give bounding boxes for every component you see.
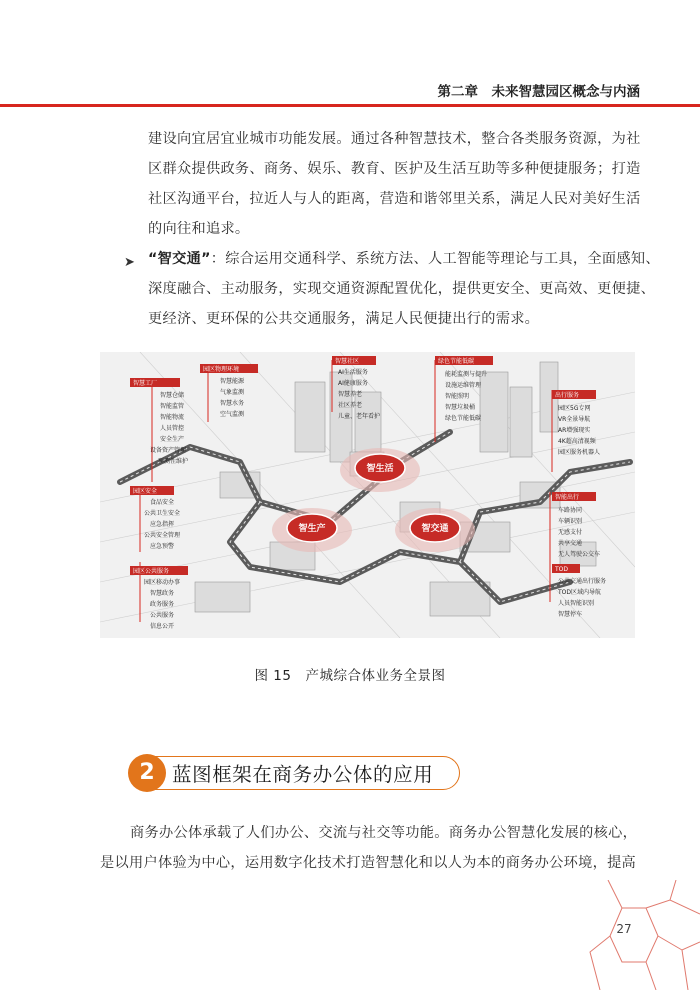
panel-title: 绿色节能低碳: [438, 358, 475, 365]
panel-item: AI健康服务: [338, 380, 368, 387]
panel-item: 人员智能识别: [558, 600, 595, 607]
panel-item: 智能物流: [160, 414, 185, 421]
paragraph-line: 区群众提供政务、商务、娱乐、教育、医护及生活互助等多种便捷服务；打造: [148, 161, 641, 177]
paragraph-3-line-1: 商务办公体承载了人们办公、交流与社交等功能。商务办公智慧化发展的核心，: [130, 825, 638, 841]
panel-item: 能耗监测与提升: [445, 371, 488, 378]
panel-item: 公共服务: [150, 612, 175, 619]
panel-item: VR全景导航: [558, 416, 591, 423]
panel-title: 园区物理环境: [203, 366, 240, 373]
panel-item: 应急预警: [150, 543, 175, 550]
panel-title: TOD: [555, 566, 569, 573]
panel-item: 园区服务机器人: [558, 449, 601, 456]
panel-item: 设备资产管理: [150, 447, 187, 454]
bullet-paragraph: [148, 244, 660, 334]
panel-item: 空气监测: [220, 411, 245, 418]
panel-item: 应急指挥: [150, 521, 175, 528]
paragraph-1: [148, 124, 641, 244]
panel-item: TOD区域内导航: [558, 589, 602, 596]
panel-item: 园区5G专网: [558, 405, 591, 412]
panel-title: 园区公共服务: [133, 568, 170, 575]
panel-item: 安全生产: [160, 436, 185, 443]
figure-caption: 图 15 产城综合体业务全景图: [254, 668, 446, 684]
paragraph-line: [148, 244, 660, 274]
panel-item: 食品安全: [150, 499, 175, 506]
panel-item: 气象监测: [220, 389, 245, 396]
page-number: 27: [616, 922, 632, 936]
panel-item: 公共安全管理: [144, 532, 181, 539]
hub-smart-production: 智生产: [298, 524, 326, 534]
panel-item: 公共交通出行服务: [558, 578, 607, 585]
paragraph-line: 深度融合、主动服务，实现交通资源配置优化，提供更安全、更高效、更便捷、: [148, 281, 656, 297]
chapter-header-title: 第二章 未来智慧园区概念与内涵: [437, 84, 640, 100]
panel-item: 无感支付: [558, 529, 583, 536]
panel-title: 智慧工厂: [133, 380, 158, 387]
panel-item: 车辆识别: [558, 518, 583, 525]
paragraph-line: 的向往和追求。: [148, 221, 250, 237]
paragraph-line: 更经济、更环保的公共交通服务，满足人民便捷出行的需求。: [148, 311, 540, 327]
panel-item: 政务服务: [150, 601, 175, 608]
panel-title: 园区安全: [133, 488, 158, 495]
panel-title: 出行服务: [555, 392, 580, 399]
panel-item: 智慧垃圾桶: [445, 404, 476, 411]
panel-item: 人员管控: [160, 425, 185, 432]
panel-item: 智慧水务: [220, 400, 245, 407]
header-rule: [0, 104, 700, 107]
panel-title: 智能出行: [555, 494, 580, 501]
panel-item: 儿童、老年看护: [338, 413, 381, 420]
panel-item: AR增强现实: [558, 427, 591, 434]
panel-title: 智慧社区: [335, 358, 360, 365]
panel-item: 共享交通: [558, 540, 583, 547]
panorama-illustration: [100, 352, 635, 638]
panel-item: 智慧政务: [150, 590, 175, 597]
panel-item: 无人驾驶公交车: [558, 551, 601, 558]
panel-item: 智慧停车: [558, 611, 583, 618]
bullet-lead-term: “智交通”: [148, 251, 211, 267]
figure-panorama: [100, 352, 635, 638]
panel-item: 社区养老: [338, 402, 363, 409]
paragraph-line: 社区沟通平台，拉近人与人的距离，营造和谐邻里关系，满足人民对美好生活: [148, 191, 641, 207]
panel-item: 公共卫生安全: [144, 510, 181, 517]
section-number-badge: 2: [128, 754, 166, 792]
section-title: 蓝图框架在商务办公体的应用: [172, 763, 434, 786]
panel-item: 设施运维管理: [445, 382, 482, 389]
panel-item: 园区移动办事: [144, 579, 181, 586]
panel-item: 智慧养老: [338, 391, 363, 398]
bullet-arrow-icon: ➤: [124, 255, 135, 270]
panel-item: 智能监管: [160, 403, 185, 410]
panel-item: 绿色节能低碳: [445, 415, 482, 422]
paragraph-line: 建设向宜居宜业城市功能发展。通过各种智慧技术，整合各类服务资源，为社: [148, 131, 641, 147]
paragraph-3-line-2: 是以用户体验为中心，运用数字化技术打造智慧化和以人为本的商务办公环境，提高: [100, 855, 637, 871]
panel-item: 智慧仓储: [160, 392, 185, 399]
panel-item: 智能照明: [445, 393, 470, 400]
panel-item: 智慧能源: [220, 378, 245, 385]
panel-item: 预测性维护: [158, 458, 189, 465]
panel-item: 车路协同: [558, 507, 583, 514]
panel-item: 4K超高清视频: [558, 438, 596, 445]
bullet-line-rest: ：综合运用交通科学、系统方法、人工智能等理论与工具，全面感知、: [210, 251, 660, 267]
hub-smart-transport: 智交通: [421, 524, 449, 534]
panel-item: 信息公开: [150, 623, 175, 630]
hub-smart-life: 智生活: [366, 464, 394, 474]
panel-item: AI生活服务: [338, 369, 368, 376]
